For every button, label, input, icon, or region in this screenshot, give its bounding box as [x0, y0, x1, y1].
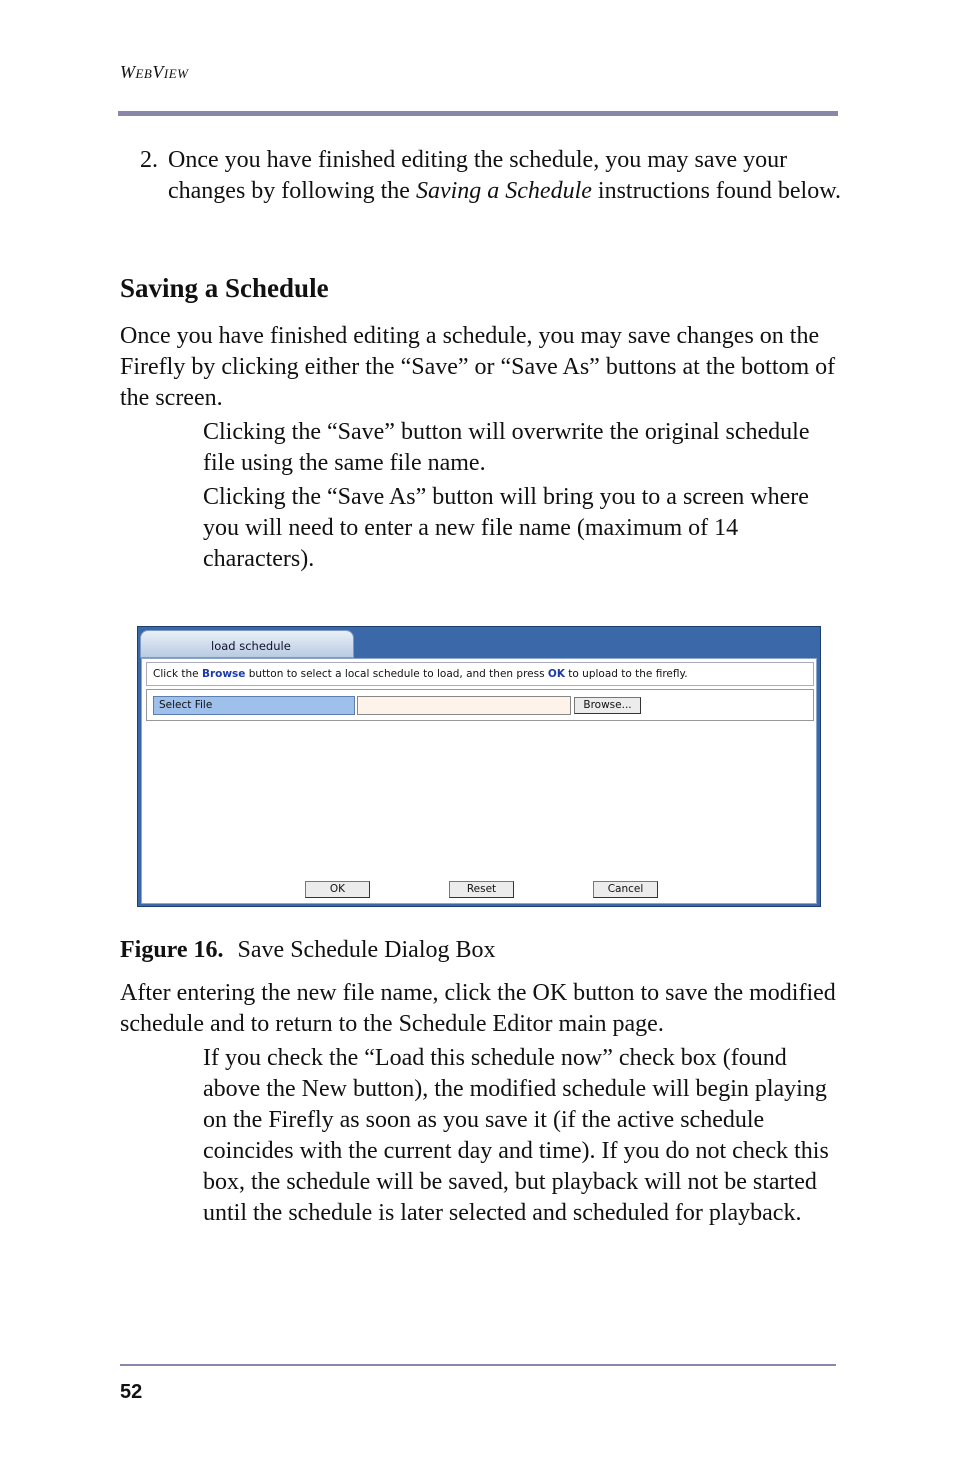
after-paragraph: After entering the new file name, click the OK button to save the modified schedule and to return to the Schedule Editor main page.: [120, 980, 836, 1037]
note-save-as: Clicking the “Save As” button will bring you to a screen where you will need to enter a new file name (maximum of 14 characters).: [203, 484, 809, 572]
instruction-row: Click the Browse button to select a local schedule to load, and then press OK to upload to the firefly.: [146, 662, 814, 686]
ok-button[interactable]: OK: [305, 881, 370, 898]
after-note: If you check the “Load this schedule now” check box (found above the New button), the modified schedule will begin playing on the Firefly as soon as you save it (if the active schedule coincides with the current day and time). If you do not check this box, the schedule will be saved, but playback will not be started until the schedule is later selected and scheduled for playback.: [203, 1045, 829, 1226]
file-select-row: [146, 689, 814, 721]
tab-load-schedule[interactable]: load schedule: [140, 630, 354, 658]
ok-keyword: OK: [547, 668, 565, 680]
header-rule: [118, 111, 838, 116]
file-path-input[interactable]: [357, 696, 571, 715]
dialog-panel: [141, 658, 817, 904]
running-header: WebView: [120, 62, 189, 82]
figure-label: Figure 16.: [120, 937, 224, 963]
browse-keyword: Browse: [201, 668, 246, 680]
page-number: 52: [120, 1381, 143, 1403]
select-file-label: Select File: [153, 696, 355, 715]
figure-caption: [120, 937, 496, 964]
step-text: Once you have finished editing the schedule, you may save your changes by following the Saving a Schedule instructions found below.: [168, 147, 841, 204]
step-number: 2.: [140, 147, 158, 173]
save-schedule-dialog: [137, 626, 821, 907]
reset-button[interactable]: Reset: [449, 881, 514, 898]
intro-paragraph: Once you have finished editing a schedule, you may save changes on the Firefly by clicking either the “Save” or “Save As” buttons at the bottom of the screen.: [120, 323, 836, 411]
browse-button[interactable]: Browse...: [574, 697, 641, 714]
footer-rule: [120, 1364, 836, 1366]
note-save: Clicking the “Save” button will overwrite the original schedule file using the same file name.: [203, 419, 810, 476]
section-heading: Saving a Schedule: [120, 273, 329, 303]
cancel-button[interactable]: Cancel: [593, 881, 658, 898]
figure-caption-text: Save Schedule Dialog Box: [237, 937, 496, 963]
